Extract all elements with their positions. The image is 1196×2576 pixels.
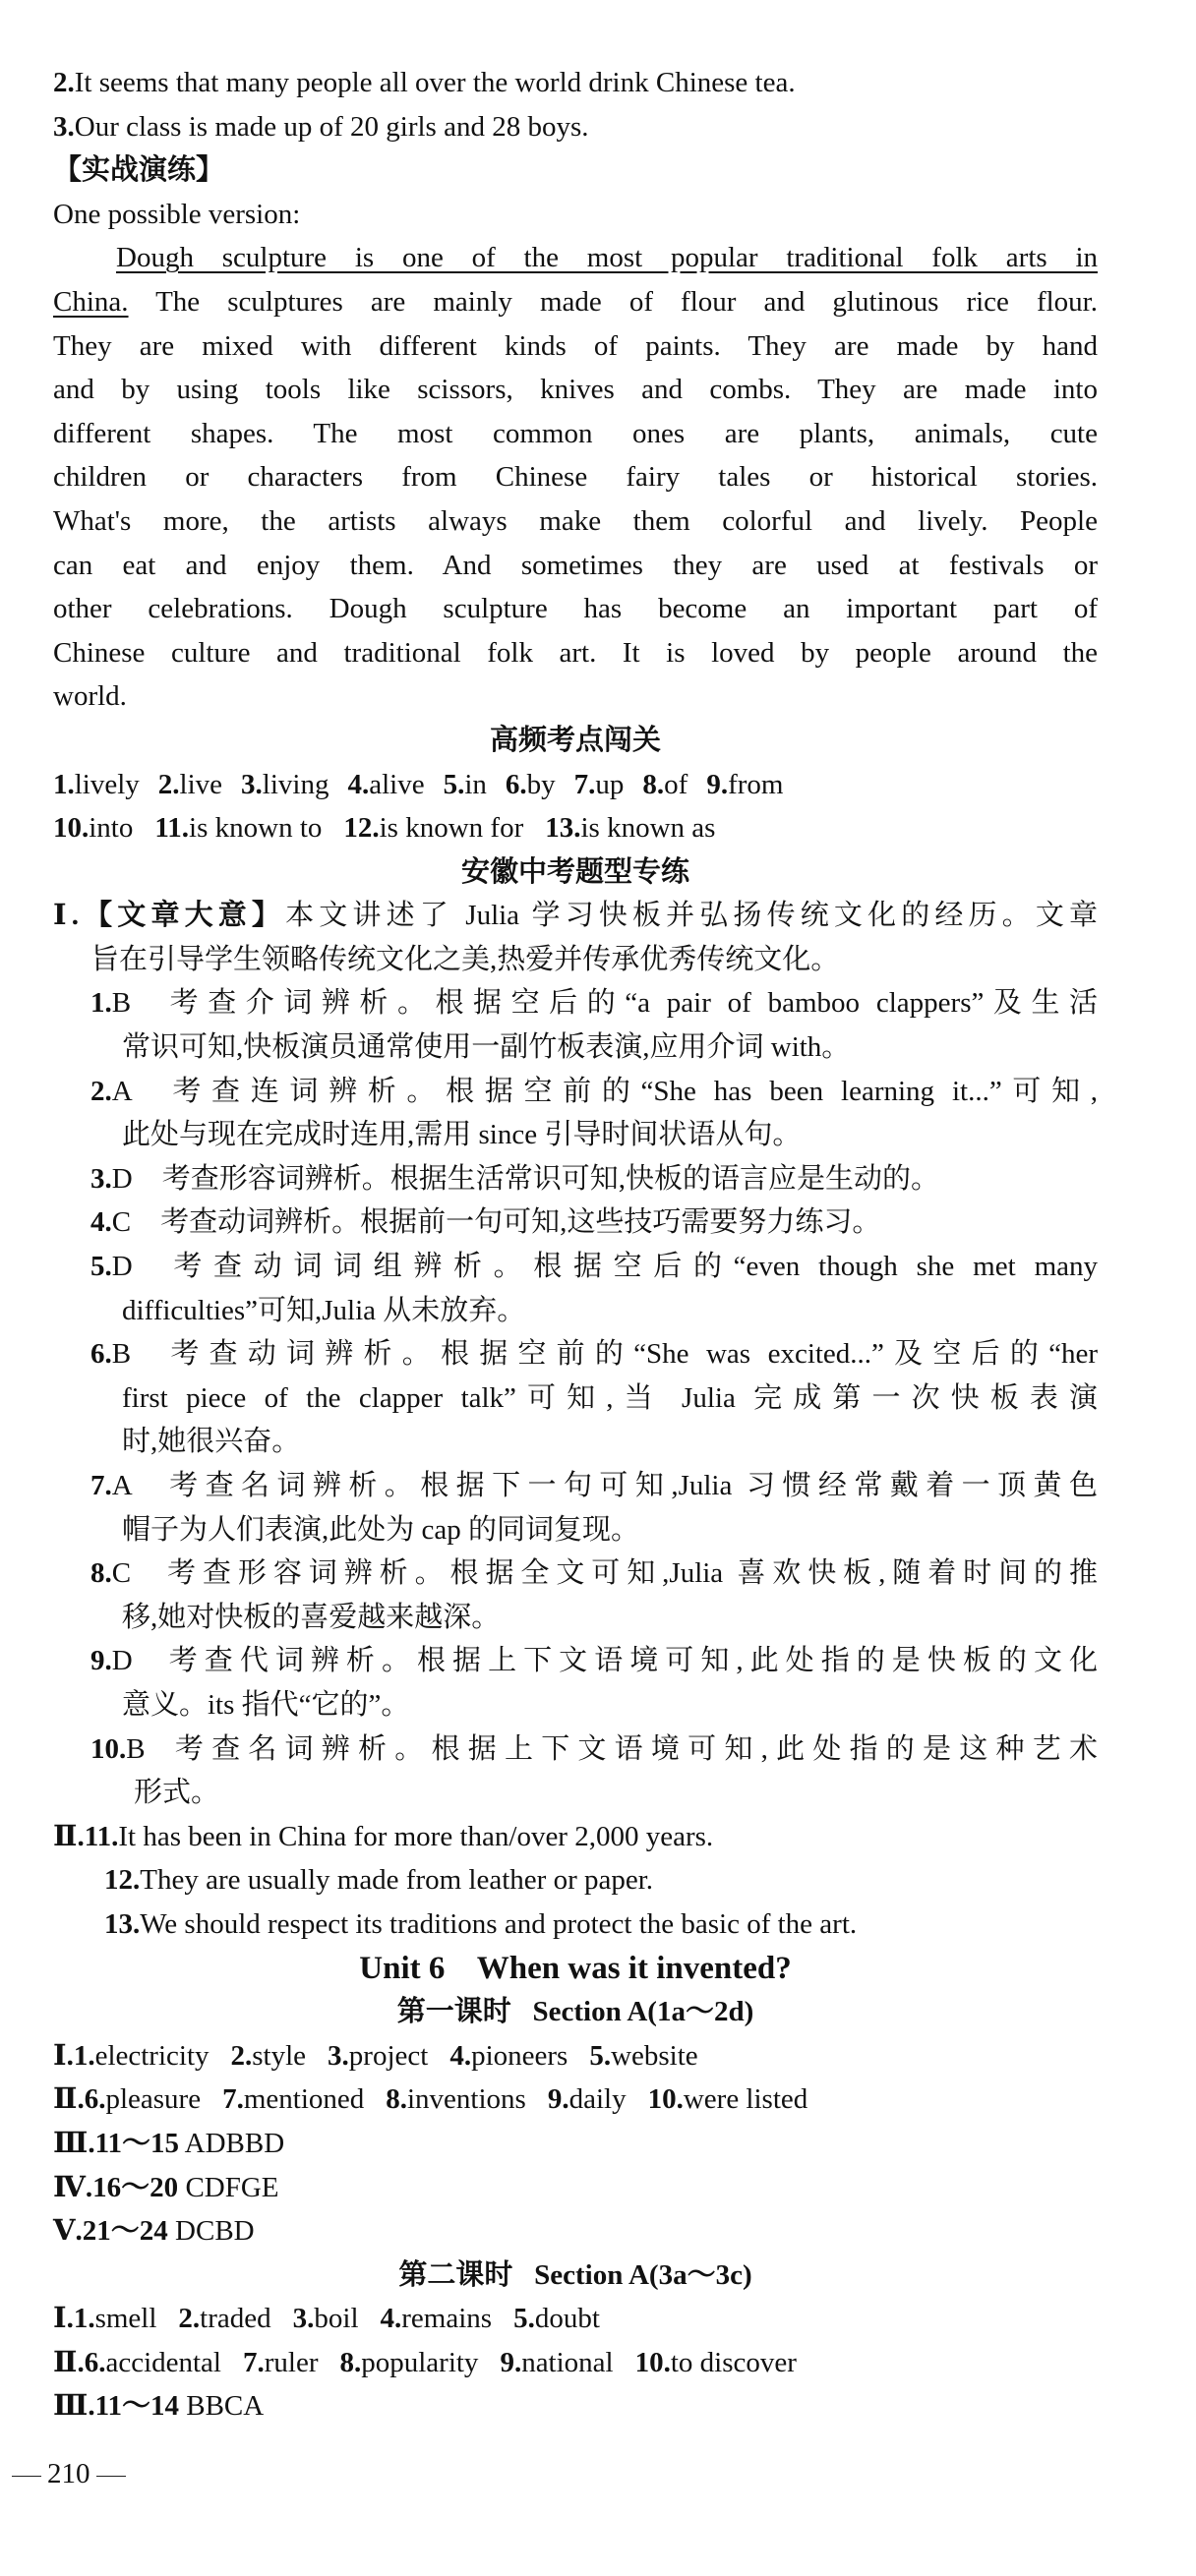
item-number: 11.: [84, 1820, 119, 1852]
lesson1-title: 第一课时 Section A(1a～2d): [396, 1996, 754, 2028]
item-number: 13.: [545, 812, 581, 845]
item-number: 16～20: [92, 2171, 179, 2203]
explanation-text: 考查名词辨析。根据上下文语境可知,此处指的是这种艺术: [166, 1732, 1098, 1765]
section-label: Ⅲ.: [53, 2390, 95, 2423]
item-answer: remains: [401, 2303, 493, 2335]
answer-row: [53, 2384, 1098, 2429]
item-answer: is known for: [379, 812, 524, 845]
answer-row: [53, 2122, 1098, 2166]
item-number: 11～14: [94, 2390, 179, 2423]
item-number: 13.: [104, 1907, 141, 1940]
item-number: 6.: [505, 768, 527, 800]
explanation-cont: 此处与现在完成时连用,需用 since 引导时间状语从句。: [122, 1119, 802, 1151]
answer-row: [53, 2166, 1098, 2210]
item-answer: DCBD: [167, 2215, 255, 2248]
item-number: 8.: [90, 1557, 112, 1590]
item-number: 3.: [292, 2303, 315, 2335]
item-number: 9.: [547, 2083, 569, 2116]
explanation-text: 考查形容词辨析。根据全文可知,Julia 喜欢快板,随着时间的推: [160, 1557, 1098, 1590]
item-number: 9.: [90, 1645, 112, 1677]
answer-row: [53, 2341, 1098, 2385]
item-answer: by: [526, 768, 556, 800]
item-number: 4.: [90, 1206, 112, 1239]
explanation-text: 考查动词词组辨析。根据空后的“even though she met many: [161, 1251, 1098, 1283]
item-answer: is known to: [189, 812, 323, 845]
explanation-cont: 移,她对快板的喜爱越来越深。: [122, 1601, 501, 1633]
essay-line: Dough sculpture is one of the most popular traditional folk arts in: [116, 242, 1098, 274]
lesson2-answers: [53, 2297, 1098, 2429]
item-answer: of: [664, 768, 688, 800]
explanation-cont: 常识可知,快板演员通常使用一副竹板表演,应用介词 with。: [122, 1031, 851, 1064]
item-answer: is known as: [580, 812, 716, 845]
explanation-item: [53, 1332, 1098, 1376]
section-title-anhui: 安徽中考题型专练: [460, 855, 689, 888]
item-answer: style: [252, 2039, 307, 2072]
item-number: 5.: [589, 2039, 612, 2072]
item-number: 10.: [53, 812, 90, 845]
item-number: 5.: [443, 768, 465, 800]
item-answer: pioneers: [471, 2039, 568, 2072]
explanation-item: [53, 1551, 1098, 1596]
item-number: 7.: [222, 2083, 244, 2116]
gaopin-answers-row: [53, 806, 1098, 850]
answer-row: [53, 2297, 1098, 2341]
item-answer: ADBBD: [178, 2127, 285, 2159]
item-number: 1.: [53, 768, 75, 800]
item-number: 2.: [90, 1075, 112, 1107]
item-number: 12.: [104, 1864, 141, 1897]
section-label: Ⅱ.: [53, 1820, 85, 1852]
item-number: 7.: [90, 1470, 112, 1501]
item-number: 12.: [343, 812, 380, 845]
item-number: 6.: [84, 2346, 106, 2378]
short-answer: [53, 1815, 1098, 1859]
item-answer: up: [595, 768, 625, 800]
section-label: Ⅳ.: [53, 2171, 93, 2203]
item-number: 5.: [90, 1251, 112, 1283]
passage-summary-cont: 旨在引导学生领略传统文化之美,热爱并传承优秀传统文化。: [90, 943, 840, 975]
essay-line: other celebrations. Dough sculpture has become an important part of: [53, 593, 1098, 625]
item-number: 6.: [90, 1338, 112, 1371]
item-answer: to discover: [670, 2346, 797, 2378]
item-number: 10.: [647, 2083, 684, 2116]
item-choice: C: [111, 1557, 132, 1590]
item-answer: living: [262, 768, 329, 800]
essay-line: Chinese culture and traditional folk art. It is loved by people around the: [53, 636, 1098, 669]
item-number: 3.: [241, 768, 263, 800]
item-number: 7.: [242, 2346, 265, 2378]
explanation-item: [53, 1070, 1098, 1114]
explanation-item: [53, 1200, 1098, 1245]
item-number: 4.: [449, 2039, 472, 2072]
section-label: Ⅱ.: [53, 2083, 85, 2116]
explanation-item: [53, 981, 1098, 1025]
essay-line: China. The sculptures are mainly made of flour and glutinous rice flour.: [53, 285, 1098, 318]
item-choice: D: [111, 1645, 133, 1677]
item-answer: national: [521, 2346, 614, 2378]
section-label: Ⅱ.: [53, 2346, 85, 2378]
item-number: 1.: [73, 2303, 95, 2335]
section-label: Ⅰ.: [53, 2303, 74, 2335]
answer-row: [53, 2034, 1098, 2078]
item-number: 10.: [90, 1732, 127, 1765]
essay-line: children or characters from Chinese fairy tales or historical stories.: [53, 461, 1098, 494]
section-title-gaopin: 高频考点闯关: [489, 724, 661, 756]
item-choice: B: [126, 1732, 146, 1765]
answer-line-2: 2.It seems that many people all over the world drink Chinese tea.: [53, 67, 796, 98]
item-number: 1.: [90, 987, 112, 1020]
essay-line: different shapes. The most common ones are plants, animals, cute: [53, 417, 1098, 449]
item-number: 8.: [642, 768, 665, 800]
item-answer: mentioned: [243, 2083, 365, 2116]
item-number: 6.: [84, 2083, 106, 2116]
item-answer: were listed: [683, 2083, 808, 2116]
item-number: 9.: [706, 768, 729, 800]
item-answer: pleasure: [105, 2083, 202, 2116]
explanation-item: [53, 1639, 1098, 1683]
explanation-cont: first piece of the clapper talk”可知,当 Julia 完成第一次快板表演: [122, 1381, 1098, 1414]
practice-intro: One possible version:: [53, 198, 301, 230]
essay-line: world.: [53, 680, 127, 713]
section-label: Ⅲ.: [53, 2127, 95, 2159]
item-answer: from: [728, 768, 784, 800]
item-number: 11～15: [94, 2127, 179, 2159]
item-number: 4.: [347, 768, 370, 800]
item-number: 3.: [90, 1162, 112, 1195]
item-number: 10.: [634, 2346, 671, 2378]
section-label: Ⅰ.: [53, 2039, 74, 2072]
lesson2-title: 第二课时 Section A(3a～3c): [398, 2258, 752, 2291]
passage-summary: Ⅰ.【文章大意】本文讲述了 Julia 学习快板并弘扬传统文化的经历。文章: [53, 900, 1098, 932]
item-number: 2.: [157, 768, 180, 800]
essay-line: can eat and enjoy them. And sometimes they are used at festivals or: [53, 549, 1098, 581]
essay-line: They are mixed with different kinds of paints. They are made by hand: [53, 329, 1098, 362]
explanation-text: 考查动词辨析。根据前一句可知,这些技巧需要努力练习。: [160, 1206, 881, 1239]
gaopin-answers-row: [53, 763, 1098, 807]
anhui-explanations: [53, 981, 1098, 1814]
item-answer: electricity: [94, 2039, 209, 2072]
item-answer: lively: [74, 768, 140, 800]
explanation-cont: 形式。: [134, 1777, 220, 1809]
item-number: 8.: [339, 2346, 362, 2378]
essay-line: What's more, the artists always make them colorful and lively. People: [53, 504, 1098, 537]
explanation-text: 考查形容词辨析。根据生活常识可知,快板的语言应是生动的。: [161, 1162, 939, 1195]
item-number: 7.: [573, 768, 596, 800]
item-answer: alive: [369, 768, 425, 800]
item-choice: A: [111, 1075, 133, 1107]
item-choice: C: [111, 1206, 132, 1239]
explanation-cont: 帽子为人们表演,此处为 cap 的同词复现。: [122, 1513, 639, 1546]
item-number: 1.: [73, 2039, 95, 2072]
explanation-cont: 时,她很兴奋。: [122, 1426, 301, 1458]
item-answer: They are usually made from leather or paper.: [140, 1864, 654, 1897]
explanation-text: 考查代词辨析。根据上下文语境可知,此处指的是快板的文化: [161, 1645, 1098, 1677]
item-answer: into: [89, 812, 134, 845]
answer-row: [53, 2078, 1098, 2122]
answer-row: [53, 2209, 1098, 2254]
lesson1-answers: [53, 2034, 1098, 2254]
item-number: 2.: [230, 2039, 253, 2072]
item-answer: inventions: [407, 2083, 526, 2116]
practice-heading: 【实战演练】: [53, 154, 225, 187]
item-answer: popularity: [361, 2346, 479, 2378]
item-answer: daily: [568, 2083, 627, 2116]
answer-line-3: 3.Our class is made up of 20 girls and 28 boys.: [53, 110, 589, 143]
item-number: 21～24: [82, 2215, 168, 2248]
explanation-text: 考查介词辨析。根据空后的“a pair of bamboo clappers”及生活: [160, 987, 1098, 1020]
item-answer: traded: [200, 2303, 271, 2335]
item-choice: A: [111, 1470, 133, 1501]
explanation-item: [53, 1464, 1098, 1508]
short-answer: [53, 1903, 1098, 1947]
item-choice: B: [111, 987, 132, 1020]
item-number: 3.: [328, 2039, 349, 2072]
explanation-text: 考查动词辨析。根据空前的“She was excited...”及空后的“her: [160, 1338, 1098, 1371]
item-answer: boil: [314, 2303, 359, 2335]
short-answer: [53, 1858, 1098, 1903]
section-label: Ⅴ.: [53, 2215, 83, 2248]
unit-title: Unit 6 When was it invented?: [359, 1950, 792, 1986]
explanation-text: 考查名词辨析。根据下一句可知,Julia 习惯经常戴着一顶黄色: [161, 1470, 1098, 1501]
item-number: 8.: [386, 2083, 407, 2116]
explanation-item: [53, 1727, 1098, 1772]
item-choice: D: [111, 1162, 133, 1195]
item-number: 4.: [380, 2303, 402, 2335]
item-answer: ruler: [264, 2346, 319, 2378]
explanation-cont: difficulties”可知,Julia 从未放弃。: [122, 1294, 526, 1326]
item-number: 11.: [154, 812, 190, 845]
item-number: 9.: [500, 2346, 522, 2378]
item-answer: accidental: [105, 2346, 221, 2378]
explanation-text: 考查连词辨析。根据空前的“She has been learning it...”可知,: [161, 1075, 1098, 1107]
item-answer: doubt: [534, 2303, 600, 2335]
item-answer: CDFGE: [178, 2171, 279, 2203]
item-answer: BBCA: [178, 2390, 265, 2423]
item-number: 5.: [513, 2303, 535, 2335]
item-answer: in: [464, 768, 487, 800]
item-answer: It has been in China for more than/over 2,000 years.: [118, 1820, 714, 1852]
item-answer: project: [348, 2039, 429, 2072]
item-answer: live: [179, 768, 223, 800]
item-number: 2.: [178, 2303, 201, 2335]
item-answer: We should respect its traditions and protect the basic of the art.: [140, 1907, 858, 1940]
explanation-cont: 意义。its 指代“它的”。: [122, 1688, 410, 1721]
item-answer: smell: [94, 2303, 157, 2335]
explanation-item: [53, 1157, 1098, 1201]
item-choice: D: [111, 1251, 133, 1283]
explanation-item: [53, 1245, 1098, 1289]
anhui-section-2: [53, 1815, 1098, 1947]
item-choice: B: [111, 1338, 132, 1371]
page-number: 210: [6, 2458, 132, 2490]
item-answer: website: [611, 2039, 698, 2072]
essay-line: and by using tools like scissors, knives and combs. They are made into: [53, 374, 1098, 406]
